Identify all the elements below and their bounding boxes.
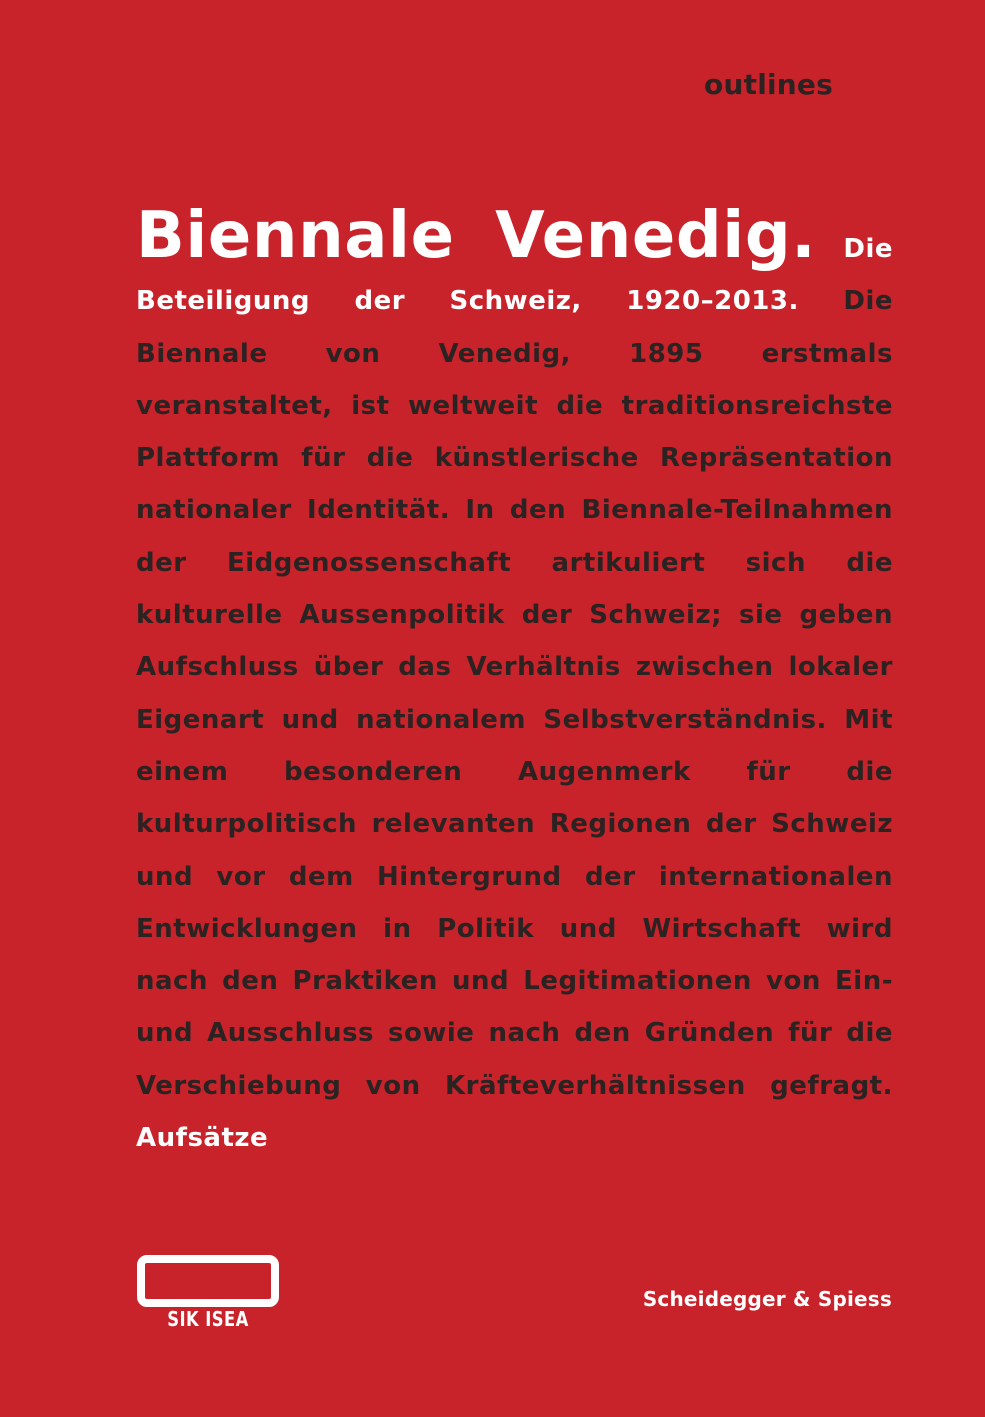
cover-blurb: [136, 199, 893, 1164]
sik-isea-logo: [137, 1255, 279, 1331]
book-title: Biennale Venedig.: [136, 199, 817, 273]
institute-name: SIK ISEA: [167, 1307, 249, 1331]
publisher-name: Scheidegger & Spiess: [642, 1287, 892, 1311]
series-name: outlines: [704, 68, 833, 101]
sik-isea-logo-mark: [137, 1255, 279, 1307]
book-description: Die Biennale von Venedig, 1895 erstmals veranstaltet, ist weltweit die traditionsreichste Plattform für die künstlerische Repräsentation nationaler Identität. In den Biennale-Teilnahmen der Eidgenossenschaft artikuliert sich die kulturelle Aussenpolitik der Schweiz; sie geben Aufschluss über das Verhältnis zwischen lokaler Eigenart und nationalem Selbstverständnis. Mit einem besonderen Augenmerk für die kulturpolitisch relevanten Regionen der Schweiz und vor dem Hintergrund der internationalen Entwicklungen in Politik und Wirtschaft wird nach den Praktiken und Legitimationen von Ein- und Ausschluss sowie nach den Gründen für die Verschiebung von Kräfteverhältnissen gefragt.: [136, 286, 893, 1101]
genre-label: Aufsätze: [136, 1123, 269, 1154]
book-subtitle: Die Beteiligung der Schweiz, 1920–2013.: [136, 234, 893, 317]
